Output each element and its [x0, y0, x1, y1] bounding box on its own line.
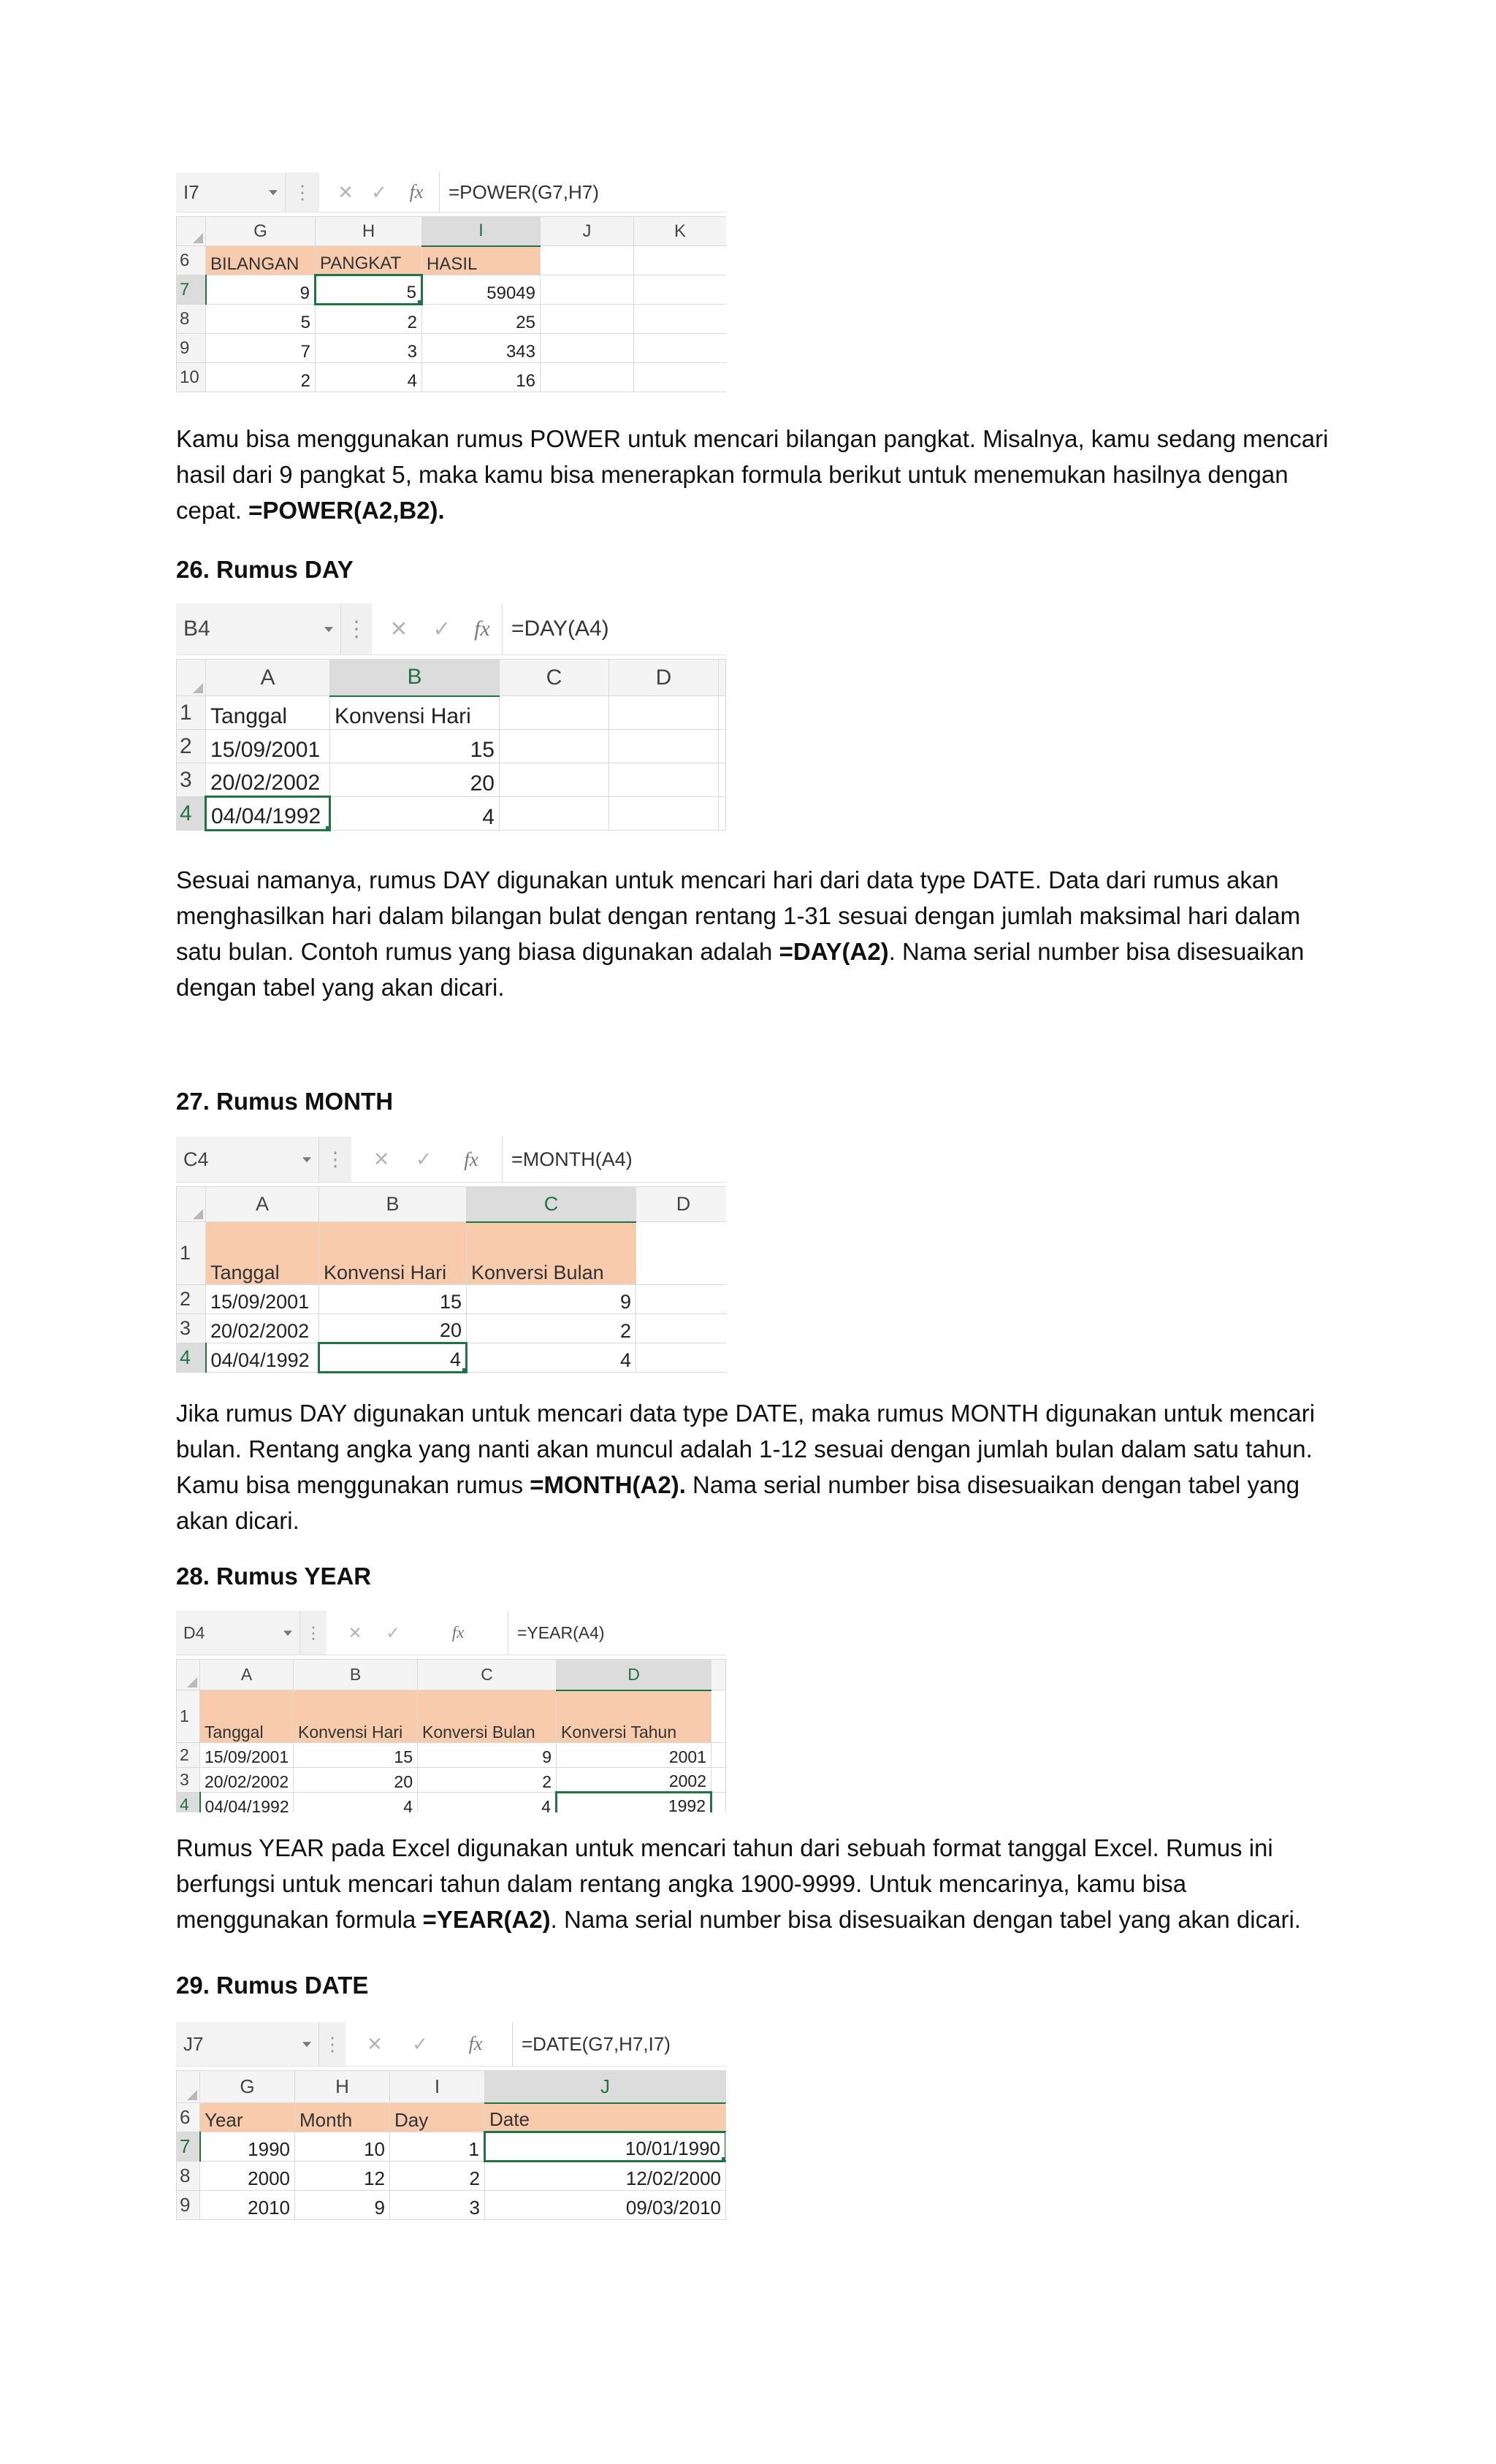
- select-all-corner[interactable]: [177, 1187, 206, 1222]
- column-header[interactable]: D: [636, 1187, 727, 1222]
- cell[interactable]: 15/09/2001: [206, 730, 330, 763]
- cancel-icon[interactable]: ✕: [373, 1148, 390, 1170]
- formula-input[interactable]: =DATE(G7,H7,I7): [512, 2022, 726, 2066]
- column-header[interactable]: G: [200, 2071, 295, 2103]
- cell[interactable]: 9: [418, 1743, 557, 1768]
- row-header[interactable]: 1: [177, 1690, 200, 1743]
- excel-screenshot: [176, 603, 726, 847]
- spreadsheet-grid: [176, 1659, 726, 1812]
- row-header[interactable]: 3: [177, 1768, 200, 1793]
- cell[interactable]: [634, 363, 727, 392]
- table-row: [177, 763, 726, 797]
- cell: [719, 696, 726, 730]
- cell: [719, 797, 726, 831]
- cell: [711, 1768, 726, 1793]
- chevron-down-icon: [283, 1630, 292, 1636]
- table-row: [177, 2162, 726, 2191]
- body-paragraph: [176, 421, 1330, 528]
- table-row: [177, 797, 726, 831]
- formula-example: =YEAR(A2): [422, 1906, 551, 1933]
- table-row: [177, 1768, 726, 1793]
- grip-icon: ⋮: [319, 1137, 351, 1182]
- cell[interactable]: 4: [319, 1343, 467, 1373]
- cell[interactable]: [500, 763, 609, 797]
- excel-screenshot: [176, 1611, 726, 1812]
- cell[interactable]: 04/04/1992: [206, 797, 330, 831]
- cell[interactable]: 2002: [557, 1768, 711, 1793]
- cell: [719, 730, 726, 763]
- cell: [711, 1743, 726, 1768]
- cell[interactable]: [500, 797, 609, 831]
- table-row: [177, 730, 726, 763]
- formula-bar: [176, 2022, 726, 2067]
- cell[interactable]: [541, 305, 634, 334]
- cell[interactable]: 15: [294, 1743, 418, 1768]
- column-header[interactable]: B: [330, 660, 500, 696]
- cell[interactable]: [541, 334, 634, 363]
- cell[interactable]: 1992: [557, 1793, 711, 1813]
- row-header[interactable]: 6: [177, 246, 206, 275]
- table-row: [177, 334, 727, 363]
- cell[interactable]: 2001: [557, 1743, 711, 1768]
- section-heading: 29. Rumus DATE: [176, 1972, 369, 1999]
- cell[interactable]: Tanggal: [200, 1690, 294, 1743]
- cell[interactable]: 12/02/2000: [485, 2162, 726, 2191]
- column-header[interactable]: C: [418, 1660, 557, 1690]
- body-paragraph: [176, 1830, 1330, 1937]
- cell[interactable]: 4: [316, 363, 422, 392]
- cell[interactable]: Year: [200, 2103, 295, 2132]
- select-all-corner[interactable]: [177, 660, 206, 696]
- column-header[interactable]: B: [319, 1187, 467, 1222]
- excel-screenshot: [176, 172, 726, 405]
- cell[interactable]: [634, 246, 727, 275]
- spreadsheet-grid: [176, 1186, 726, 1373]
- name-box[interactable]: [176, 2022, 319, 2066]
- cell[interactable]: [609, 763, 719, 797]
- column-header[interactable]: C: [500, 660, 609, 696]
- row-header[interactable]: 3: [177, 1314, 206, 1343]
- table-row: [177, 2191, 726, 2220]
- cell[interactable]: 9: [295, 2191, 390, 2220]
- cell[interactable]: [634, 334, 727, 363]
- table-row: [177, 1222, 727, 1285]
- cell[interactable]: 343: [422, 334, 541, 363]
- column-header-row: [177, 217, 727, 246]
- excel-screenshot: [176, 2022, 726, 2228]
- cell[interactable]: [636, 1285, 727, 1314]
- section-heading: 27. Rumus MONTH: [176, 1088, 394, 1115]
- chevron-down-icon: [324, 627, 333, 632]
- formula-example: =POWER(A2,B2).: [248, 497, 445, 524]
- cell[interactable]: HASIL: [422, 246, 541, 275]
- table-row: [177, 2103, 726, 2132]
- chevron-down-icon: [269, 190, 278, 195]
- insert-function-icon[interactable]: fx: [468, 2033, 483, 2054]
- table-row: [177, 1793, 726, 1813]
- insert-function-icon[interactable]: fx: [464, 1148, 478, 1170]
- column-header[interactable]: H: [316, 217, 422, 246]
- name-box[interactable]: [176, 1137, 319, 1182]
- row-header[interactable]: 8: [177, 2162, 200, 2191]
- enter-check-icon[interactable]: ✓: [371, 180, 387, 203]
- cell[interactable]: 2: [418, 1768, 557, 1793]
- cell[interactable]: Date: [485, 2103, 726, 2132]
- cancel-icon[interactable]: ✕: [348, 1622, 362, 1642]
- formula-bar: [176, 1137, 726, 1183]
- row-header[interactable]: 7: [177, 275, 206, 305]
- cell: [711, 1690, 726, 1743]
- column-header[interactable]: H: [295, 2071, 390, 2103]
- paragraph-text: Rumus YEAR pada Excel digunakan untuk mencari tahun dari sebuah format tanggal Excel. Rumus ini berfungsi untuk mencari tahun dalam rentang angka 1900-9999. Untuk mencarinya, kamu bisa menggunakan formula: [176, 1834, 1273, 1933]
- cell[interactable]: Day: [390, 2103, 485, 2132]
- cell[interactable]: 04/04/1992: [206, 1343, 319, 1373]
- cell[interactable]: 20: [294, 1768, 418, 1793]
- grip-icon: ⋮: [300, 1611, 327, 1655]
- select-all-corner[interactable]: [177, 1660, 200, 1690]
- table-row: [177, 1690, 726, 1743]
- column-header-row: [177, 2071, 726, 2103]
- name-box-value: C4: [183, 1148, 209, 1170]
- cell[interactable]: 9: [206, 275, 316, 305]
- cell[interactable]: 7: [206, 334, 316, 363]
- cell[interactable]: 4: [294, 1793, 418, 1813]
- row-header[interactable]: 9: [177, 334, 206, 363]
- name-box-value: J7: [183, 2032, 204, 2055]
- cell[interactable]: 20/02/2002: [200, 1768, 294, 1793]
- formula-input[interactable]: =MONTH(A4): [502, 1137, 726, 1182]
- column-header[interactable]: J: [541, 217, 634, 246]
- cell[interactable]: 15/09/2001: [206, 1285, 319, 1314]
- row-header[interactable]: 4: [177, 1343, 206, 1373]
- cell[interactable]: 3: [316, 334, 422, 363]
- enter-check-icon[interactable]: ✓: [432, 617, 451, 641]
- cell[interactable]: 2000: [200, 2162, 295, 2191]
- cell[interactable]: 2: [316, 305, 422, 334]
- cell[interactable]: 2: [467, 1314, 636, 1343]
- row-header[interactable]: 8: [177, 305, 206, 334]
- cell[interactable]: 3: [390, 2191, 485, 2220]
- cell[interactable]: 09/03/2010: [485, 2191, 726, 2220]
- insert-function-icon[interactable]: fx: [474, 617, 490, 641]
- row-header[interactable]: 4: [177, 1793, 200, 1813]
- cell[interactable]: [636, 1314, 727, 1343]
- row-header[interactable]: 3: [177, 763, 206, 797]
- spreadsheet-grid: [176, 216, 726, 392]
- cell[interactable]: 20: [319, 1314, 467, 1343]
- cell[interactable]: [634, 305, 727, 334]
- enter-check-icon[interactable]: ✓: [412, 2032, 428, 2055]
- column-header[interactable]: D: [609, 660, 719, 696]
- cell[interactable]: 4: [467, 1343, 636, 1373]
- cell[interactable]: 04/04/1992: [200, 1793, 294, 1813]
- table-row: [177, 1743, 726, 1768]
- cell[interactable]: [500, 696, 609, 730]
- formula-example: =MONTH(A2).: [530, 1471, 686, 1498]
- cancel-icon[interactable]: ✕: [337, 180, 354, 203]
- enter-check-icon[interactable]: ✓: [415, 1148, 432, 1170]
- row-header[interactable]: 2: [177, 730, 206, 763]
- cell[interactable]: 5: [316, 275, 422, 305]
- cell[interactable]: 15: [319, 1285, 467, 1314]
- name-box[interactable]: [176, 603, 341, 655]
- column-header[interactable]: B: [294, 1660, 418, 1690]
- column-header[interactable]: K: [634, 217, 727, 246]
- cell[interactable]: Tanggal: [206, 696, 330, 730]
- cell[interactable]: 4: [330, 797, 500, 831]
- section-heading: 28. Rumus YEAR: [176, 1563, 372, 1590]
- table-row: [177, 1343, 727, 1373]
- table-row: [177, 1314, 727, 1343]
- column-header[interactable]: D: [557, 1660, 711, 1690]
- formula-example: =DAY(A2): [779, 938, 889, 965]
- cell[interactable]: Konvensi Hari: [330, 696, 500, 730]
- grip-icon: ⋮: [341, 603, 372, 655]
- formula-input[interactable]: =POWER(G7,H7): [439, 172, 726, 212]
- cell[interactable]: 5: [206, 305, 316, 334]
- formula-input[interactable]: =YEAR(A4): [508, 1611, 726, 1655]
- select-all-corner[interactable]: [177, 2071, 200, 2103]
- name-box-value: D4: [183, 1622, 205, 1642]
- cell[interactable]: Konvensi Hari: [294, 1690, 418, 1743]
- spreadsheet-grid: [176, 659, 726, 831]
- body-paragraph: [176, 1395, 1330, 1538]
- cell[interactable]: 15/09/2001: [200, 1743, 294, 1768]
- paragraph-text: . Nama serial number bisa disesuaikan dengan tabel yang akan dicari.: [176, 938, 1305, 1001]
- row-header[interactable]: 2: [177, 1285, 206, 1314]
- column-header-row: [177, 660, 726, 696]
- cell[interactable]: [500, 730, 609, 763]
- paragraph-text: Kamu bisa menggunakan rumus POWER untuk mencari bilangan pangkat. Misalnya, kamu sedang mencari hasil dari 9 pangkat 5, maka kamu bisa menerapkan formula berikut untuk menemukan hasilnya dengan cepat.: [176, 425, 1329, 524]
- row-header[interactable]: 2: [177, 1743, 200, 1768]
- row-header[interactable]: 7: [177, 2132, 200, 2162]
- column-header[interactable]: J: [485, 2071, 726, 2103]
- cell[interactable]: 4: [418, 1793, 557, 1813]
- paragraph-text: Sesuai namanya, rumus DAY digunakan untuk mencari hari dari data type DATE. Data dari rumus akan menghasilkan hari dalam bilangan bulat dengan rentang 1-31 sesuai dengan jumlah maksimal hari dalam satu bulan. Contoh rumus yang biasa digunakan adalah: [176, 866, 1301, 965]
- cell[interactable]: 12: [295, 2162, 390, 2191]
- cell[interactable]: 1: [390, 2132, 485, 2162]
- row-header[interactable]: 6: [177, 2103, 200, 2132]
- cell[interactable]: 2010: [200, 2191, 295, 2220]
- cell[interactable]: 2: [206, 363, 316, 392]
- select-all-corner[interactable]: [177, 217, 206, 246]
- enter-check-icon[interactable]: ✓: [386, 1622, 400, 1642]
- cell[interactable]: 10/01/1990: [485, 2132, 726, 2162]
- row-header[interactable]: 1: [177, 1222, 206, 1285]
- row-header[interactable]: 1: [177, 696, 206, 730]
- table-row: [177, 246, 727, 275]
- cell[interactable]: 9: [467, 1285, 636, 1314]
- cell[interactable]: BILANGAN: [206, 246, 316, 275]
- cell[interactable]: [541, 246, 634, 275]
- paragraph-text: Jika rumus DAY digunakan untuk mencari data type DATE, maka rumus MONTH digunakan untuk mencari bulan. Rentang angka yang nanti akan muncul adalah 1-12 sesuai dengan jumlah bulan dalam satu tahun. Kamu bisa menggunakan rumus: [176, 1400, 1316, 1498]
- cell[interactable]: 59049: [422, 275, 541, 305]
- cell[interactable]: [634, 275, 727, 305]
- cell[interactable]: PANGKAT: [316, 246, 422, 275]
- grip-icon: ⋮: [286, 172, 319, 212]
- column-header[interactable]: A: [206, 660, 330, 696]
- paragraph-text: . Nama serial number bisa disesuaikan dengan tabel yang akan dicari.: [550, 1906, 1301, 1933]
- cell[interactable]: 15: [330, 730, 500, 763]
- cell[interactable]: Konvensi Hari: [319, 1222, 467, 1285]
- cell[interactable]: 20/02/2002: [206, 1314, 319, 1343]
- cancel-icon[interactable]: ✕: [389, 617, 408, 641]
- table-row: [177, 363, 727, 392]
- cell[interactable]: 1990: [200, 2132, 295, 2162]
- column-header[interactable]: I: [422, 217, 541, 246]
- cell: [711, 1793, 726, 1813]
- insert-function-icon[interactable]: fx: [409, 181, 424, 202]
- paragraph-text: Nama serial number bisa disesuaikan dengan tabel yang akan dicari.: [176, 1471, 1300, 1534]
- column-header-row: [177, 1660, 726, 1690]
- table-row: [177, 305, 727, 334]
- cell[interactable]: [636, 1222, 727, 1285]
- table-row: [177, 696, 726, 730]
- column-header[interactable]: I: [390, 2071, 485, 2103]
- excel-screenshot: [176, 1137, 726, 1381]
- cell[interactable]: 2: [390, 2162, 485, 2191]
- cell[interactable]: [541, 275, 634, 305]
- cell[interactable]: Konversi Bulan: [467, 1222, 636, 1285]
- cell[interactable]: 20/02/2002: [206, 763, 330, 797]
- column-header[interactable]: A: [200, 1660, 294, 1690]
- column-header: [719, 660, 726, 696]
- chevron-down-icon: [302, 1157, 311, 1162]
- cell[interactable]: 10: [295, 2132, 390, 2162]
- table-row: [177, 2132, 726, 2162]
- cell[interactable]: [609, 730, 719, 763]
- table-row: [177, 1285, 727, 1314]
- name-box[interactable]: [176, 1611, 300, 1655]
- cell[interactable]: [609, 797, 719, 831]
- column-header: [711, 1660, 726, 1690]
- cell[interactable]: Konversi Bulan: [418, 1690, 557, 1743]
- section-heading: 26. Rumus DAY: [176, 556, 354, 583]
- cell[interactable]: 16: [422, 363, 541, 392]
- cell[interactable]: [609, 696, 719, 730]
- cell[interactable]: 25: [422, 305, 541, 334]
- cell[interactable]: 20: [330, 763, 500, 797]
- column-header-row: [177, 1187, 727, 1222]
- grip-icon: ⋮: [319, 2022, 346, 2066]
- insert-function-icon[interactable]: fx: [451, 1623, 465, 1641]
- column-header[interactable]: G: [206, 217, 316, 246]
- row-header[interactable]: 10: [177, 363, 206, 392]
- name-box-value: B4: [183, 617, 210, 641]
- name-box-value: I7: [183, 180, 199, 203]
- formula-input[interactable]: =DAY(A4): [502, 603, 726, 655]
- cell: [719, 763, 726, 797]
- formula-bar: [176, 1611, 726, 1655]
- cell[interactable]: Month: [295, 2103, 390, 2132]
- formula-bar: [176, 603, 726, 655]
- row-header[interactable]: 4: [177, 797, 206, 831]
- row-header[interactable]: 9: [177, 2191, 200, 2220]
- cancel-icon[interactable]: ✕: [367, 2032, 383, 2055]
- column-header[interactable]: C: [467, 1187, 636, 1222]
- spreadsheet-grid: [176, 2070, 726, 2220]
- body-paragraph: [176, 862, 1330, 1005]
- chevron-down-icon: [302, 2042, 311, 2047]
- cell[interactable]: Tanggal: [206, 1222, 319, 1285]
- formula-bar: [176, 172, 726, 213]
- cell[interactable]: Konversi Tahun: [557, 1690, 711, 1743]
- name-box[interactable]: [176, 172, 286, 212]
- cell[interactable]: [636, 1343, 727, 1373]
- column-header[interactable]: A: [206, 1187, 319, 1222]
- cell[interactable]: [541, 363, 634, 392]
- table-row: [177, 275, 727, 305]
